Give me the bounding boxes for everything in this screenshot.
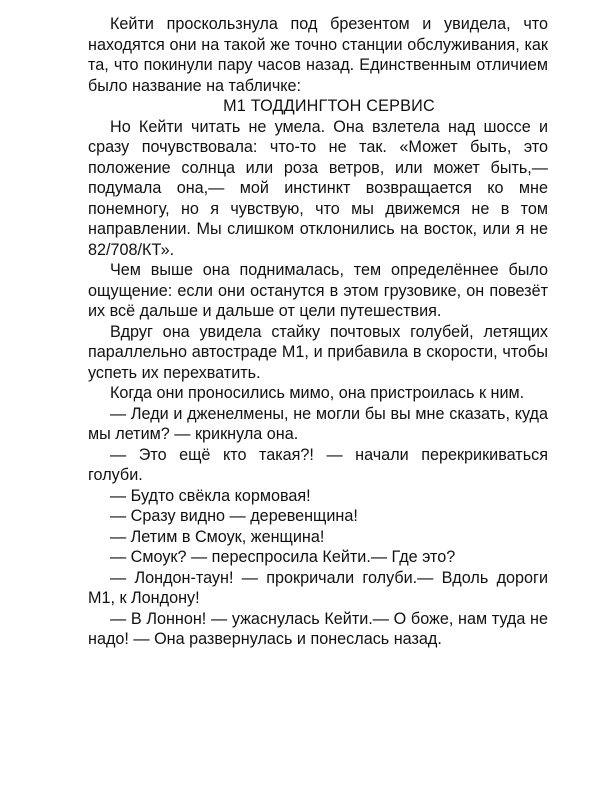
- dialog-line-6: — Смоук? — переспросила Кейти.— Где это?: [110, 548, 456, 566]
- dialog-line-3: — Будто свёкла кормовая!: [110, 486, 311, 505]
- paragraph-4: Вдруг она увидела стайку почтовых голубей, летящих параллельно автостраде М1, и прибавила в скорости, чтобы успеть их перехватить.: [88, 322, 548, 382]
- dialog-line-8: — В Лоннон! — ужаснулась Кейти.— О боже, нам туда не надо! — Она развернулась и понеслась назад.: [88, 609, 548, 648]
- paragraph-5: Когда они проносились мимо, она пристроилась к ним.: [110, 384, 525, 402]
- paragraph-2: Но Кейти читать не умела. Она взлетела над шоссе и сразу почувствовала: что-то не так. «Может быть, это положение солнца или роза ветров, или может быть,— подумала она,— мой инстинкт возвращается ко мне понемногу, но я чувствую, что мы движемся не в том направлении. Мы слишком отклонились на восток, или я не 82/708/КТ».: [88, 117, 548, 259]
- paragraph-1: Кейти проскользнула под брезентом и увидела, что находятся они на такой же точно станции обслуживания, как та, что покинули пару часов назад. Единственным отличием было название на табличке:: [88, 15, 548, 95]
- paragraph-3: Чем выше она поднималась, тем определённее было ощущение: если они останутся в этом грузовике, он повезёт их всё дальше и дальше от цели путешествия.: [88, 261, 548, 320]
- dialog-line-5: — Летим в Смоук, женщина!: [110, 527, 325, 546]
- sign-text: М1 ТОДДИНГТОН СЕРВИС: [223, 97, 435, 115]
- dialog-line-2: — Это ещё кто такая?! — начали перекрикиваться голуби.: [88, 445, 548, 484]
- dialog-line-1: — Леди и дженелмены, не могли бы вы мне сказать, куда мы летим? — крикнула она.: [88, 404, 548, 443]
- dialog-line-7: — Лондон-таун! — прокричали голуби.— Вдоль дороги М1, к Лондону!: [88, 568, 548, 607]
- page-text: [88, 14, 548, 650]
- dialog-line-4: — Сразу видно — деревенщина!: [110, 507, 358, 525]
